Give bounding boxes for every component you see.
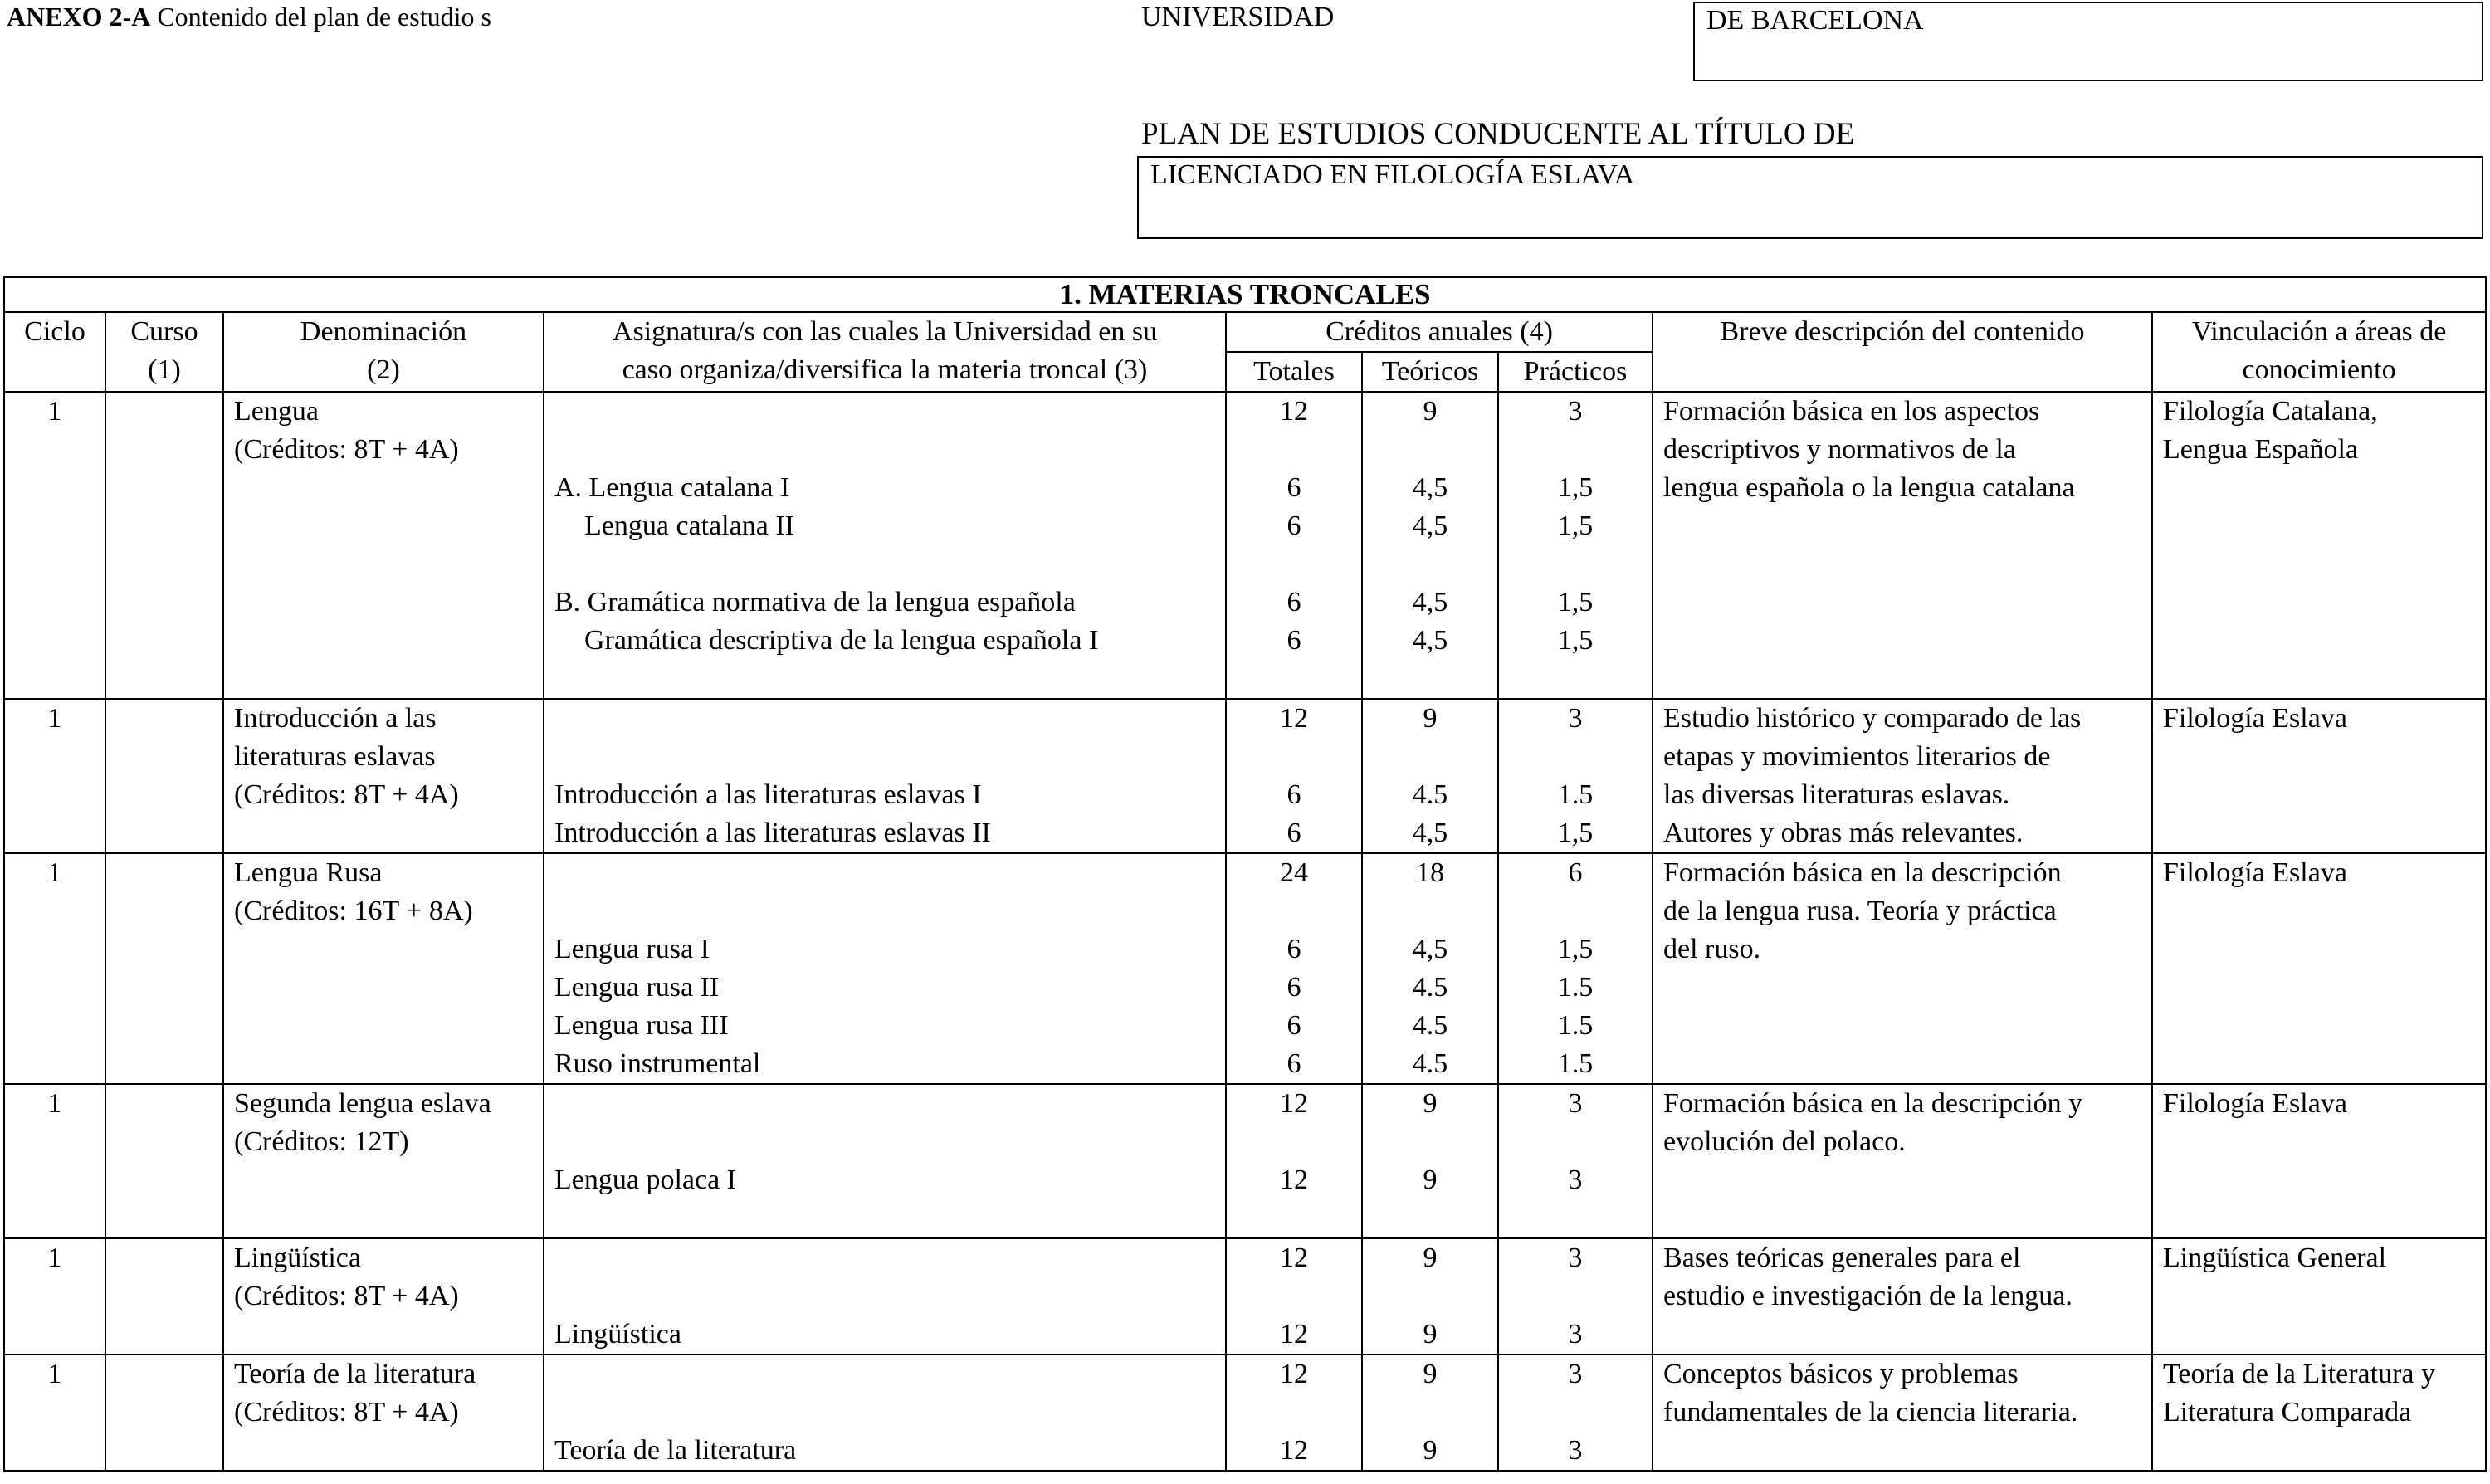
asignatura-value: Ruso instrumental — [554, 1048, 761, 1079]
asignatura-value — [554, 1085, 1215, 1123]
cell-totales — [1226, 392, 1362, 699]
totales-value — [1237, 1394, 1351, 1432]
cell-ciclo: 1 — [4, 1084, 105, 1238]
cell-curso — [105, 853, 223, 1084]
practicos-value: 3 — [1568, 1319, 1583, 1350]
cell-vinculacion — [2152, 1355, 2486, 1471]
cell-ciclo: 1 — [4, 853, 105, 1084]
cell-asignatura — [544, 1355, 1226, 1471]
totales-value — [1237, 1123, 1351, 1161]
totales-value — [1237, 545, 1351, 583]
teoricos-value: 9 — [1423, 703, 1438, 734]
teoricos-value — [1373, 1394, 1487, 1432]
asignatura-value — [554, 1355, 1215, 1394]
teoricos-value: 4.5 — [1412, 1048, 1448, 1079]
cell-asignatura — [544, 1084, 1226, 1238]
asignatura-value — [554, 393, 1215, 431]
cell-vinculacion — [2152, 699, 2486, 853]
denominacion-line: (Créditos: 8T + 4A) — [234, 1281, 459, 1311]
cell-teoricos — [1362, 392, 1498, 699]
asignatura-value: Gramática descriptiva de la lengua española I — [584, 625, 1099, 656]
vinculacion-line: Filología Eslava — [2163, 857, 2347, 888]
teoricos-value: 4,5 — [1412, 934, 1448, 964]
asignatura-value — [554, 1277, 1215, 1316]
denominacion-line: (Créditos: 12T) — [234, 1126, 409, 1157]
col-descripcion: Breve descripción del contenido — [1653, 312, 2152, 392]
practicos-value — [1509, 660, 1642, 698]
cell-practicos — [1498, 1084, 1653, 1238]
col-curso: Curso (1) — [105, 312, 223, 392]
cell-descripcion — [1653, 1355, 2152, 1471]
table-row — [4, 699, 2486, 853]
teoricos-value: 18 — [1416, 857, 1444, 888]
asignatura-value: B. Gramática normativa de la lengua española — [554, 587, 1076, 618]
descripcion-line: Formación básica en los aspectos — [1663, 396, 2040, 427]
asignatura-value: Lengua rusa III — [554, 1010, 729, 1041]
cell-descripcion — [1653, 392, 2152, 699]
teoricos-value — [1373, 892, 1487, 930]
descripcion-line: lengua española o la lengua catalana — [1663, 472, 2075, 503]
annex-label: ANEXO 2-A — [7, 2, 151, 32]
teoricos-value — [1373, 1277, 1487, 1316]
descripcion-line: Formación básica en la descripción y — [1663, 1088, 2083, 1119]
table-row — [4, 1355, 2486, 1471]
col-denominacion: Denominación (2) — [223, 312, 544, 392]
descripcion-line: Estudio histórico y comparado de las — [1663, 703, 2082, 734]
cell-asignatura — [544, 699, 1226, 853]
teoricos-value: 9 — [1423, 1164, 1438, 1195]
cell-totales — [1226, 1238, 1362, 1355]
cell-denominacion — [223, 699, 544, 853]
asignatura-value: A. Lengua catalana I — [554, 472, 790, 503]
practicos-value: 1.5 — [1557, 1010, 1594, 1041]
asignatura-value — [554, 1394, 1215, 1432]
denominacion-line: (Créditos: 8T + 4A) — [234, 779, 459, 810]
cell-totales — [1226, 1355, 1362, 1471]
teoricos-value: 9 — [1423, 1242, 1438, 1273]
cell-curso — [105, 1355, 223, 1471]
totales-value: 12 — [1280, 1359, 1308, 1389]
col-totales: Totales — [1226, 352, 1362, 392]
practicos-value: 3 — [1568, 1242, 1583, 1273]
table-body — [4, 392, 2486, 1471]
denominacion-line: Lengua — [234, 396, 319, 427]
teoricos-value: 9 — [1423, 396, 1438, 427]
university-label: UNIVERSIDAD — [1141, 2, 1335, 32]
asignatura-value — [554, 545, 1215, 583]
cell-denominacion — [223, 853, 544, 1084]
col-asignaturas: Asignatura/s con las cuales la Universidad en su caso organiza/diversifica la materia troncal (3) — [544, 312, 1226, 392]
teoricos-value — [1373, 545, 1487, 583]
table-row — [4, 392, 2486, 699]
cell-descripcion — [1653, 699, 2152, 853]
cell-totales — [1226, 699, 1362, 853]
denominacion-line: Introducción a las — [234, 703, 437, 734]
totales-value: 12 — [1280, 703, 1308, 734]
cell-practicos — [1498, 1355, 1653, 1471]
denominacion-line: (Créditos: 8T + 4A) — [234, 434, 459, 465]
cell-descripcion — [1653, 1238, 2152, 1355]
totales-value: 6 — [1286, 625, 1301, 656]
vinculacion-line: Teoría de la Literatura y — [2163, 1359, 2435, 1389]
totales-value: 6 — [1286, 818, 1301, 848]
descripcion-line: del ruso. — [1663, 934, 1761, 964]
cell-teoricos — [1362, 1238, 1498, 1355]
cell-totales — [1226, 853, 1362, 1084]
asignatura-value — [554, 700, 1215, 738]
totales-value: 6 — [1286, 934, 1301, 964]
teoricos-value: 4,5 — [1412, 472, 1448, 503]
practicos-value: 3 — [1568, 1435, 1583, 1466]
descripcion-line: Formación básica en la descripción — [1663, 857, 2062, 888]
cell-ciclo: 1 — [4, 1238, 105, 1355]
practicos-value: 1.5 — [1557, 779, 1594, 810]
teoricos-value: 9 — [1423, 1359, 1438, 1389]
teoricos-value: 9 — [1423, 1088, 1438, 1119]
totales-value: 24 — [1280, 857, 1308, 888]
cell-denominacion — [223, 392, 544, 699]
cell-practicos — [1498, 699, 1653, 853]
denominacion-line: (Créditos: 8T + 4A) — [234, 1397, 459, 1428]
asignatura-value — [554, 738, 1215, 776]
totales-value: 6 — [1286, 587, 1301, 618]
totales-value — [1237, 892, 1351, 930]
practicos-value: 6 — [1568, 857, 1583, 888]
asignatura-value: Lengua catalana II — [584, 510, 794, 541]
cell-curso — [105, 392, 223, 699]
cell-vinculacion — [2152, 853, 2486, 1084]
practicos-value: 1,5 — [1557, 510, 1594, 541]
asignatura-value — [554, 431, 1215, 469]
vinculacion-line: Lengua Española — [2163, 434, 2359, 465]
vinculacion-line: Filología Eslava — [2163, 703, 2347, 734]
cell-vinculacion — [2152, 1084, 2486, 1238]
totales-value: 6 — [1286, 779, 1301, 810]
teoricos-value — [1373, 431, 1487, 469]
totales-value: 12 — [1280, 1242, 1308, 1273]
descripcion-line: etapas y movimientos literarios de — [1663, 741, 2051, 772]
practicos-value: 3 — [1568, 1164, 1583, 1195]
descripcion-line: fundamentales de la ciencia literaria. — [1663, 1397, 2078, 1428]
cell-denominacion — [223, 1084, 544, 1238]
asignatura-value: Lengua rusa I — [554, 934, 710, 964]
practicos-value: 1,5 — [1557, 472, 1594, 503]
subjects-table — [3, 276, 2487, 1472]
practicos-value — [1509, 738, 1642, 776]
descripcion-line: Bases teóricas generales para el — [1663, 1242, 2021, 1273]
degree-field: LICENCIADO EN FILOLOGÍA ESLAVA — [1137, 156, 2483, 239]
teoricos-value: 4,5 — [1412, 510, 1448, 541]
totales-value: 12 — [1280, 1435, 1308, 1466]
col-teoricos: Teóricos — [1362, 352, 1498, 392]
col-creditos: Créditos anuales (4) — [1226, 312, 1653, 352]
totales-value: 6 — [1286, 972, 1301, 1003]
totales-value — [1237, 660, 1351, 698]
teoricos-value: 4,5 — [1412, 818, 1448, 848]
asignatura-value — [554, 854, 1215, 892]
asignatura-value — [554, 1239, 1215, 1277]
cell-asignatura — [544, 392, 1226, 699]
university-field: DE BARCELONA — [1693, 2, 2483, 81]
teoricos-value: 9 — [1423, 1319, 1438, 1350]
descripcion-line: Conceptos básicos y problemas — [1663, 1359, 2019, 1389]
practicos-value: 3 — [1568, 396, 1583, 427]
cell-teoricos — [1362, 853, 1498, 1084]
teoricos-value: 9 — [1423, 1435, 1438, 1466]
descripcion-line: las diversas literaturas eslavas. — [1663, 779, 2010, 810]
cell-vinculacion — [2152, 1238, 2486, 1355]
practicos-value — [1509, 1277, 1642, 1316]
denominacion-line: Lengua Rusa — [234, 857, 383, 888]
asignatura-value — [554, 892, 1215, 930]
totales-value: 12 — [1280, 1319, 1308, 1350]
practicos-value — [1509, 431, 1642, 469]
denominacion-line: literaturas eslavas — [234, 741, 436, 772]
asignatura-value: Introducción a las literaturas eslavas I — [554, 779, 982, 810]
practicos-value: 1.5 — [1557, 1048, 1594, 1079]
cell-teoricos — [1362, 1084, 1498, 1238]
teoricos-value — [1373, 1123, 1487, 1161]
practicos-value — [1509, 545, 1642, 583]
vinculacion-line: Filología Eslava — [2163, 1088, 2347, 1119]
denominacion-line: Teoría de la literatura — [234, 1359, 476, 1389]
practicos-value: 3 — [1568, 703, 1583, 734]
practicos-value: 3 — [1568, 1088, 1583, 1119]
table-row — [4, 1084, 2486, 1238]
teoricos-value — [1373, 738, 1487, 776]
practicos-value — [1509, 1123, 1642, 1161]
practicos-value — [1509, 1199, 1642, 1237]
totales-value: 6 — [1286, 1010, 1301, 1041]
cell-ciclo: 1 — [4, 699, 105, 853]
practicos-value: 1,5 — [1557, 934, 1594, 964]
asignatura-value: Lingüística — [554, 1319, 681, 1350]
totales-value — [1237, 738, 1351, 776]
cell-ciclo: 1 — [4, 392, 105, 699]
cell-practicos — [1498, 392, 1653, 699]
asignatura-value: Teoría de la literatura — [554, 1435, 797, 1466]
asignatura-value — [554, 660, 1215, 698]
cell-denominacion — [223, 1355, 544, 1471]
cell-practicos — [1498, 853, 1653, 1084]
practicos-value: 1,5 — [1557, 625, 1594, 656]
section-title: 1. MATERIAS TRONCALES — [4, 277, 2486, 312]
totales-value: 6 — [1286, 472, 1301, 503]
totales-value: 12 — [1280, 1088, 1308, 1119]
totales-value: 12 — [1280, 1164, 1308, 1195]
annex-title — [7, 2, 491, 32]
descripcion-line: Autores y obras más relevantes. — [1663, 818, 2024, 848]
denominacion-line: Lingüística — [234, 1242, 361, 1273]
cell-vinculacion — [2152, 392, 2486, 699]
cell-teoricos — [1362, 699, 1498, 853]
cell-curso — [105, 699, 223, 853]
denominacion-line: Segunda lengua eslava — [234, 1088, 491, 1119]
cell-denominacion — [223, 1238, 544, 1355]
table-row — [4, 1238, 2486, 1355]
totales-value — [1237, 1277, 1351, 1316]
cell-totales — [1226, 1084, 1362, 1238]
col-practicos: Prácticos — [1498, 352, 1653, 392]
asignatura-value: Introducción a las literaturas eslavas II — [554, 818, 991, 848]
teoricos-value: 4.5 — [1412, 1010, 1448, 1041]
teoricos-value: 4,5 — [1412, 625, 1448, 656]
practicos-value: 1.5 — [1557, 972, 1594, 1003]
vinculacion-line: Filología Catalana, — [2163, 396, 2378, 427]
practicos-value: 1,5 — [1557, 587, 1594, 618]
teoricos-value: 4.5 — [1412, 972, 1448, 1003]
totales-value — [1237, 431, 1351, 469]
totales-value: 6 — [1286, 1048, 1301, 1079]
asignatura-value — [554, 1123, 1215, 1161]
practicos-value — [1509, 892, 1642, 930]
annex-text: Contenido del plan de estudio s — [157, 2, 491, 32]
teoricos-value — [1373, 1199, 1487, 1237]
teoricos-value: 4,5 — [1412, 587, 1448, 618]
vinculacion-line: Literatura Comparada — [2163, 1397, 2412, 1428]
descripcion-line: descriptivos y normativos de la — [1663, 434, 2016, 465]
asignatura-value: Lengua rusa II — [554, 972, 720, 1003]
cell-curso — [105, 1084, 223, 1238]
col-vinculacion: Vinculación a áreas de conocimiento — [2152, 312, 2486, 392]
plan-label: PLAN DE ESTUDIOS CONDUCENTE AL TÍTULO DE — [1141, 117, 1855, 151]
practicos-value: 1,5 — [1557, 818, 1594, 848]
totales-value: 6 — [1286, 510, 1301, 541]
cell-asignatura — [544, 853, 1226, 1084]
totales-value — [1237, 1199, 1351, 1237]
practicos-value: 3 — [1568, 1359, 1583, 1389]
denominacion-line: (Créditos: 16T + 8A) — [234, 896, 473, 926]
descripcion-line: de la lengua rusa. Teoría y práctica — [1663, 896, 2057, 926]
teoricos-value — [1373, 660, 1487, 698]
descripcion-line: estudio e investigación de la lengua. — [1663, 1281, 2073, 1311]
table-row — [4, 853, 2486, 1084]
cell-ciclo: 1 — [4, 1355, 105, 1471]
cell-teoricos — [1362, 1355, 1498, 1471]
vinculacion-line: Lingüística General — [2163, 1242, 2387, 1273]
cell-asignatura — [544, 1238, 1226, 1355]
cell-practicos — [1498, 1238, 1653, 1355]
teoricos-value: 4.5 — [1412, 779, 1448, 810]
cell-descripcion — [1653, 1084, 2152, 1238]
descripcion-line: evolución del polaco. — [1663, 1126, 1906, 1157]
totales-value: 12 — [1280, 396, 1308, 427]
cell-curso — [105, 1238, 223, 1355]
cell-descripcion — [1653, 853, 2152, 1084]
col-ciclo: Ciclo — [4, 312, 105, 392]
asignatura-value: Lengua polaca I — [554, 1164, 736, 1195]
asignatura-value — [554, 1199, 1215, 1237]
practicos-value — [1509, 1394, 1642, 1432]
